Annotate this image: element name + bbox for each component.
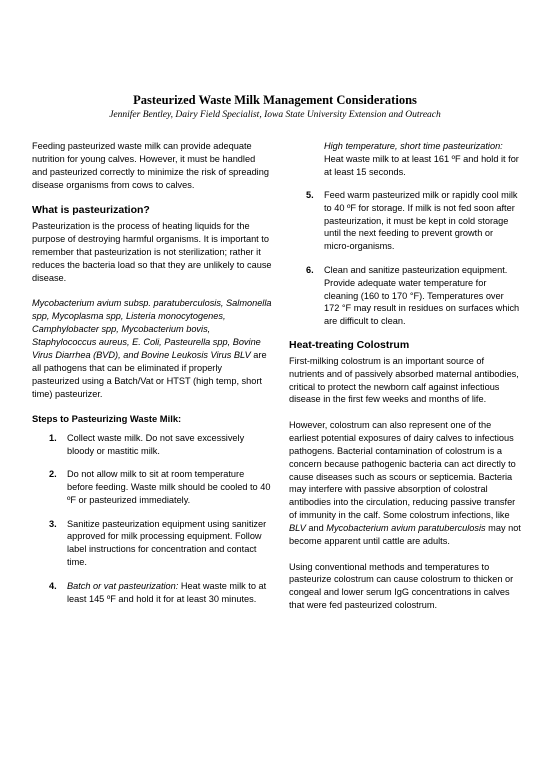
step-text: Heat waste milk to at least 145 ºF and hold it for at least 30 minutes. [67,580,267,604]
colostrum-text: and [305,523,327,534]
step-label: High temperature, short time pasteurization: [324,141,503,151]
list-item [289,189,521,254]
pasteurization-definition-paragraph: Pasteurization is the process of heating liquids for the purpose of destroying harmful organisms. It is important to remember that pasteurization is not sterilization; rather it reduces the bacteria load so that they are unlikely to cause disease. [32,221,272,283]
step-label: Batch or vat pasteurization: [67,580,179,591]
pathogens-paragraph [32,297,272,400]
steps-list-continued [289,189,521,329]
list-item [289,264,521,329]
colostrum-paragraph-3: Using conventional methods and temperatures to pasteurize colostrum can cause colostrum to thicken or congeal and lower serum IgG concentrations in calves that were fed pasteurized colostrum. [289,561,514,611]
step-number: 3. [49,518,57,529]
left-column [32,140,272,616]
step-text: Heat waste milk to at least 161 ºF and hold it for at least 15 seconds. [324,153,519,177]
step-number: 4. [49,580,57,591]
pathogen-list: Mycobacterium avium subsp. paratuberculosis, Salmonella spp, Mycoplasma spp, Listeria monocytogenes, Camphylobacter spp, Mycobacterium bovis, Staphylococcus aureus, E. Coli, Pasteurella spp, Bovine Virus Diarrhea (BVD), and Bovine Leukosis Virus BLV [32,298,272,360]
blv-term: BLV [289,523,306,534]
step-text: Feed warm pasteurized milk or rapidly cool milk to 40 ºF for storage. If milk is not fed soon after pasteurization, it must be kept in cold storage until the next feeding to prevent growth or micro-organisms. [324,189,518,252]
pathogens-paragraph-rest: are all pathogens that can be eliminated if properly pasteurized using a Batch/Vat or HTST (high temp, short time) pasteurizer. [32,349,267,399]
step-text: Sanitize pasteurization equipment using sanitizer approved for milk processing equipment. Follow label instructions for concentration and contact time. [67,518,267,568]
step-text: Clean and sanitize pasteurization equipment. Provide adequate water temperature for cleaning (160 to 170 °F). Temperatures over 172 °F may result in residues on surfaces which are difficult to clean. [324,264,520,327]
step-number: 6. [306,264,314,275]
colostrum-text: may not become apparent until cattle are adults. [289,523,521,547]
step-number: 2. [49,469,57,480]
list-item [32,432,272,458]
step-text: Do not allow milk to sit at room temperature before feeding. Waste milk should be cooled to 40 ºF or pasteurized immediately. [67,469,271,506]
document-subtitle: Jennifer Bentley, Dairy Field Specialist, Iowa State University Extension and Outreach [109,110,441,120]
step-number: 1. [49,433,57,443]
step-4-continuation [289,140,521,179]
list-item [32,580,272,606]
mycobacterium-term: Mycobacterium avium paratuberculosis [326,523,486,534]
colostrum-paragraph-2 [289,419,521,548]
list-item [32,468,272,507]
list-item [32,518,272,570]
heading-what-is-pasteurization: What is pasteurization? [32,204,150,217]
colostrum-paragraph-1: First-milking colostrum is an important source of nutrients and of passively absorbed maternal antibodies, critical to protect the newborn calf against infectious disease in the first few weeks and months of life. [289,355,519,405]
step-number: 5. [306,189,314,200]
steps-list [32,432,272,605]
colostrum-text: However, colostrum can also represent one of the earliest potential exposures of dairy calves to infectious pathogens. Bacterial contamination of colostrum is a concern because pathogenic bacteria can act directly to cause diseases such as scours or septicemia. Bacteria may interfere with passive absorption of colostral antibodies into the circulation, reducing passive transfer of immunity in the calf. Some colostrum infections, like [289,419,516,521]
intro-paragraph: Feeding pasteurized waste milk can provide adequate nutrition for young calves. However, it must be handled and pasteurized correctly to minimize the risk of spreading disease organisms from cows to calves. [32,141,269,190]
document-title: Pasteurized Waste Milk Management Considerations [133,93,417,107]
heading-heat-treating-colostrum: Heat-treating Colostrum [289,338,410,351]
heading-steps: Steps to Pasteurizing Waste Milk: [32,413,182,425]
step-text: Collect waste milk. Do not save excessively bloody or mastitic milk. [67,433,245,456]
right-column [289,140,521,625]
